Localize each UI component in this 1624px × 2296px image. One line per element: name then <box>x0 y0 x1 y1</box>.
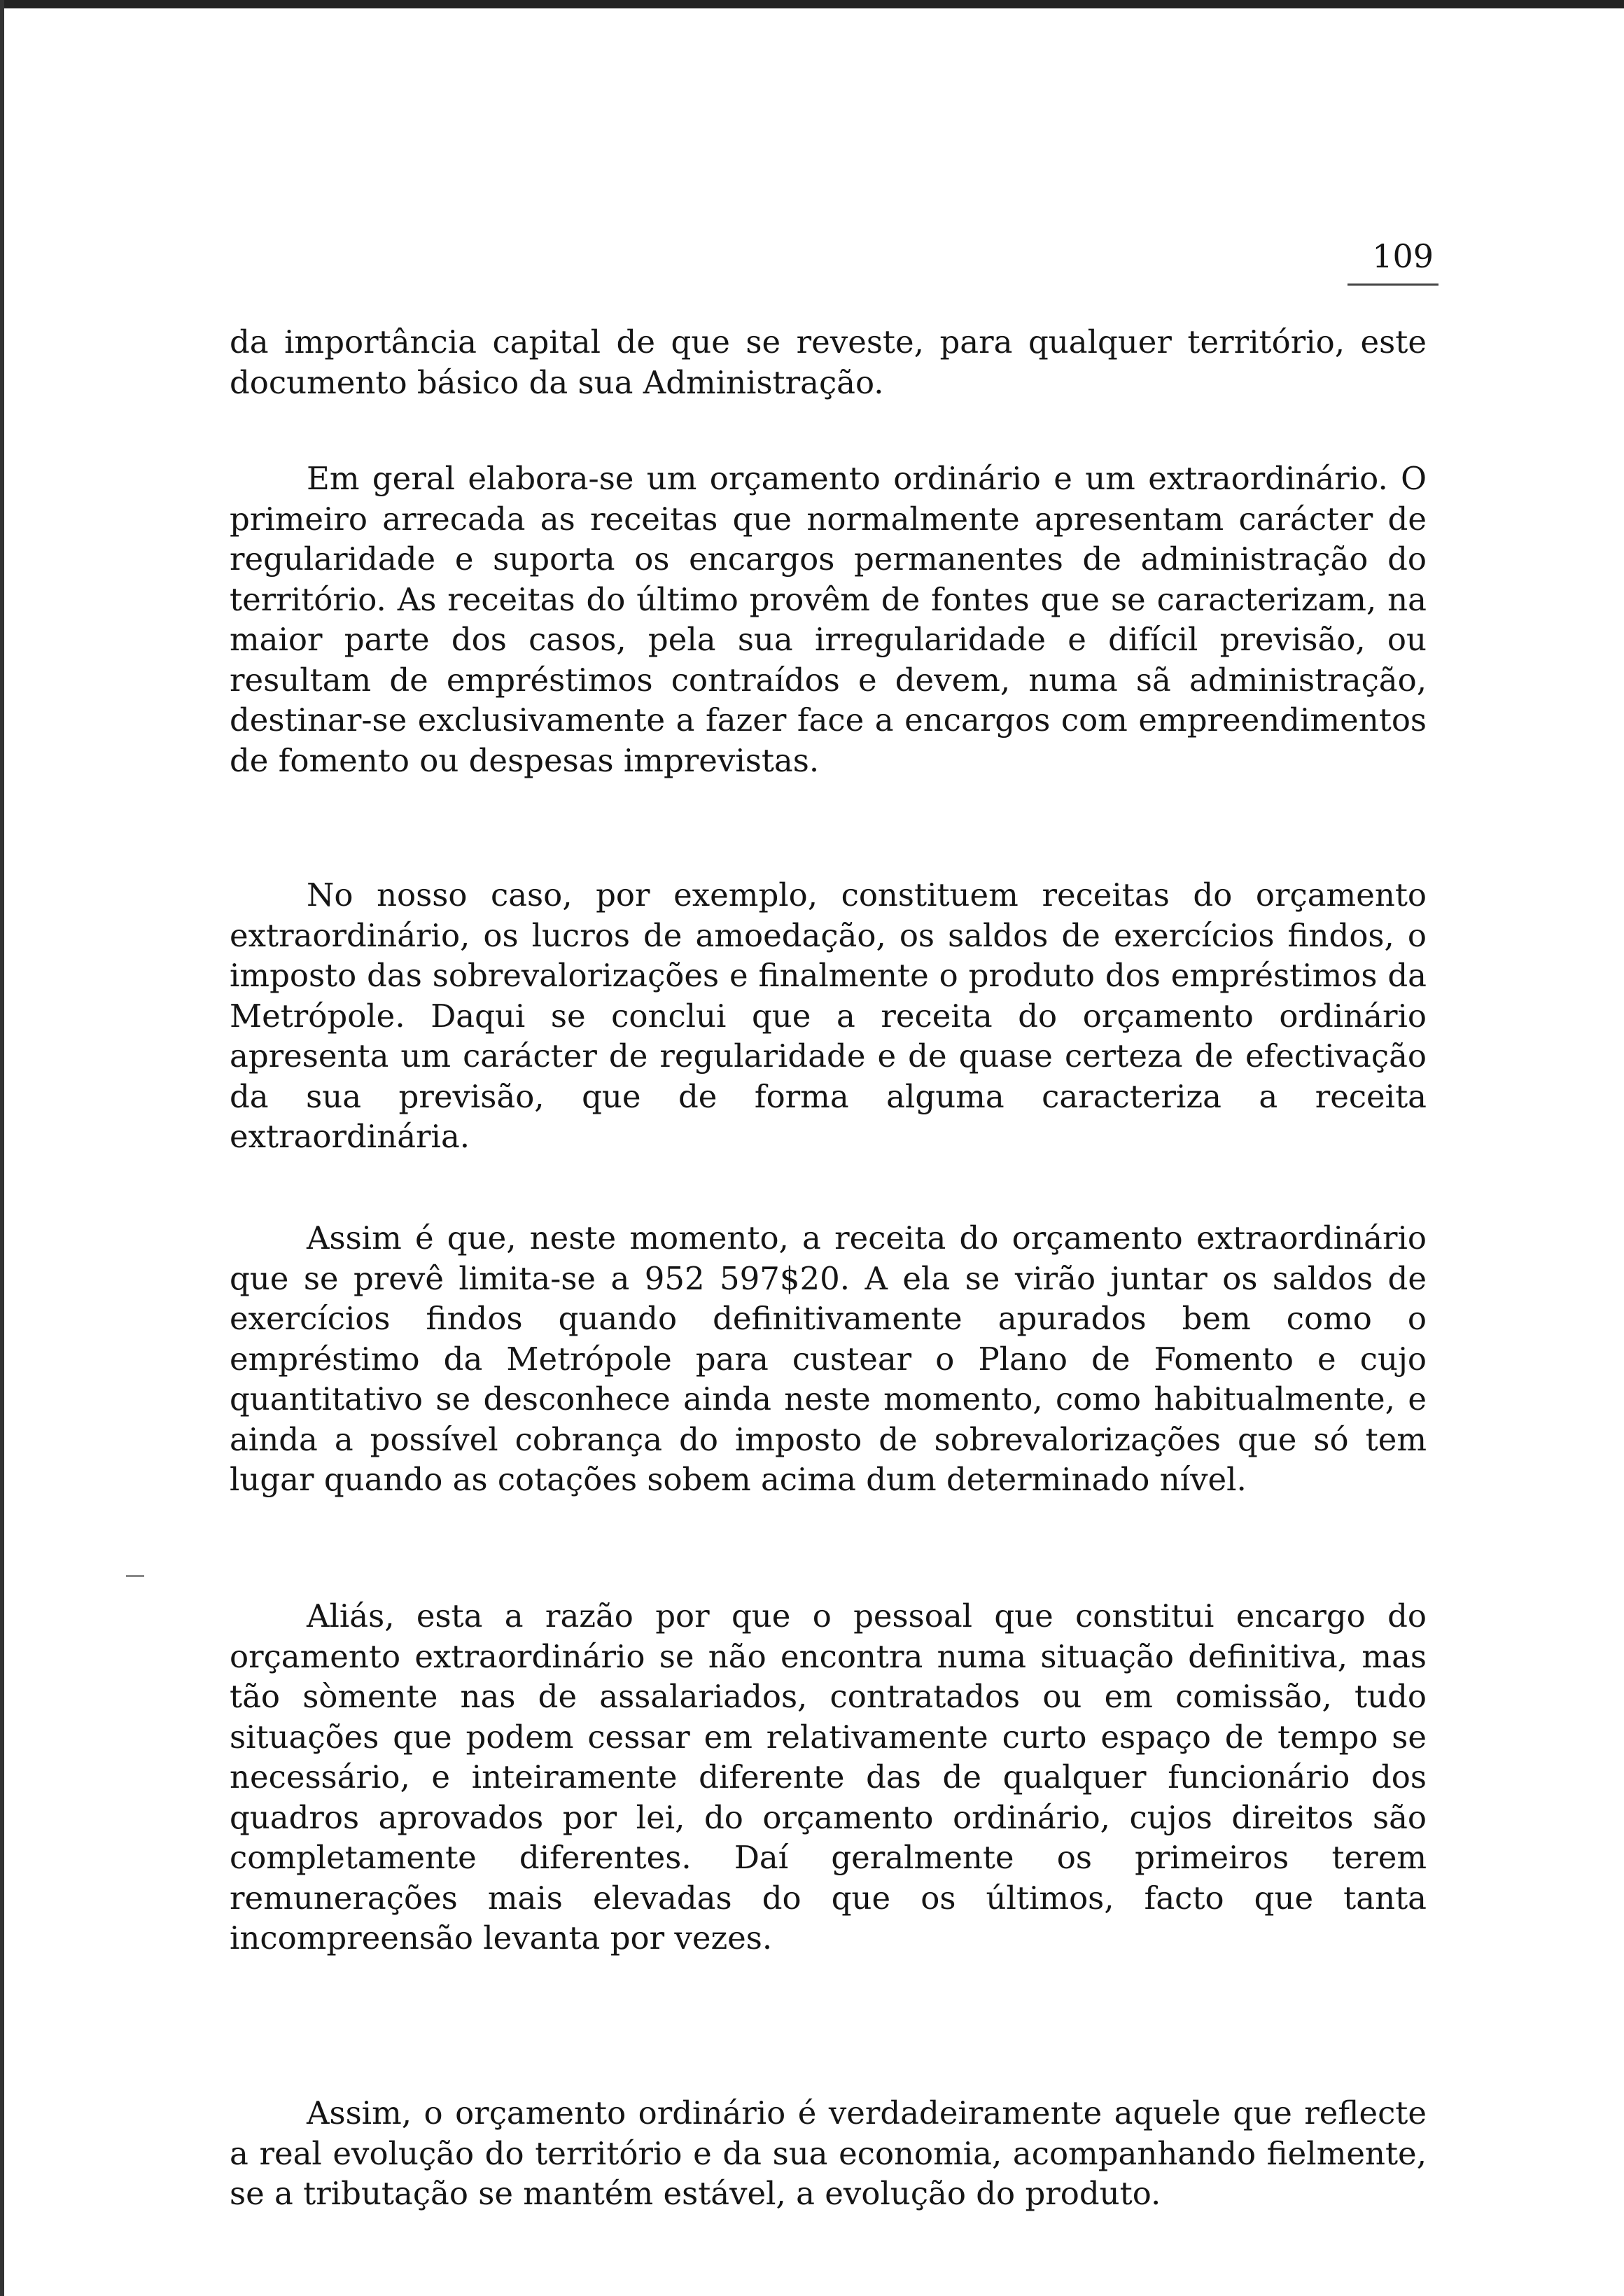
paragraph-2: Em geral elabora-se um orçamento ordinário e um extraordinário. O primeiro arrecada as receitas que normalmente apresentam carácter de regularidade e suporta os encargos permanentes de administração do território. As receitas do último provêm de fontes que se caracterizam, na maior parte dos casos, pela sua irregularidade e difícil previsão, ou resultam de empréstimos contraídos e devem, numa sã administração, destinar-se exclusivamente a fazer face a encargos com empreendimentos de fomento ou despesas imprevistas. <box>230 460 1427 779</box>
paragraph-1: da importância capital de que se reveste, para qualquer território, este documento básico da sua Administração. <box>230 323 1427 401</box>
paragraph-6: Assim, o orçamento ordinário é verdadeiramente aquele que reflecte a real evolução do território e da sua economia, acompanhando fielmente, se a tributação se mantém estável, a evolução do produto. <box>230 2094 1427 2212</box>
margin-mark <box>126 1575 144 1577</box>
paragraph-4: Assim é que, neste momento, a receita do orçamento extraordinário que se prevê limita-se a 952 597$20. A ela se virão juntar os saldos de exercícios findos quando definitivamente apurados bem como o empréstimo da Metrópole para custear o Plano de Fomento e cujo quantitativo se desconhece ainda neste momento, como habitualmente, e ainda a possível cobrança do imposto de sobrevalorizações que só tem lugar quando as cotações sobem acima dum determinado nível. <box>230 1219 1427 1498</box>
top-edge-rule <box>0 0 1624 8</box>
page-number: 109 <box>1372 237 1434 275</box>
paragraph-5: Aliás, esta a razão por que o pessoal que constitui encargo do orçamento extraordinário se não encontra numa situação definitiva, mas tão sòmente nas de assalariados, contratados ou em comissão, tudo situações que podem cessar em relativamente curto espaço de tempo se necessário, e inteiramente diferente das de qualquer funcionário dos quadros aprovados por lei, do orçamento ordinário, cujos direitos são completamente diferentes. Daí geralmente os primeiros terem remunerações mais elevadas do que os últimos, facto que tanta incompreensão levanta por vezes. <box>230 1597 1427 1956</box>
left-edge-rule <box>0 0 4 2296</box>
paragraph-3: No nosso caso, por exemplo, constituem receitas do orçamento extraordinário, os lucros de amoedação, os saldos de exercícios findos, o imposto das sobrevalorizações e finalmente o produto dos empréstimos da Metrópole. Daqui se conclui que a receita do orçamento ordinário apresenta um carácter de regularidade e de quase certeza de efectivação da sua previsão, que de forma alguma caracteriza a receita extraordinária. <box>230 876 1427 1155</box>
page-number-underline <box>1348 284 1438 286</box>
